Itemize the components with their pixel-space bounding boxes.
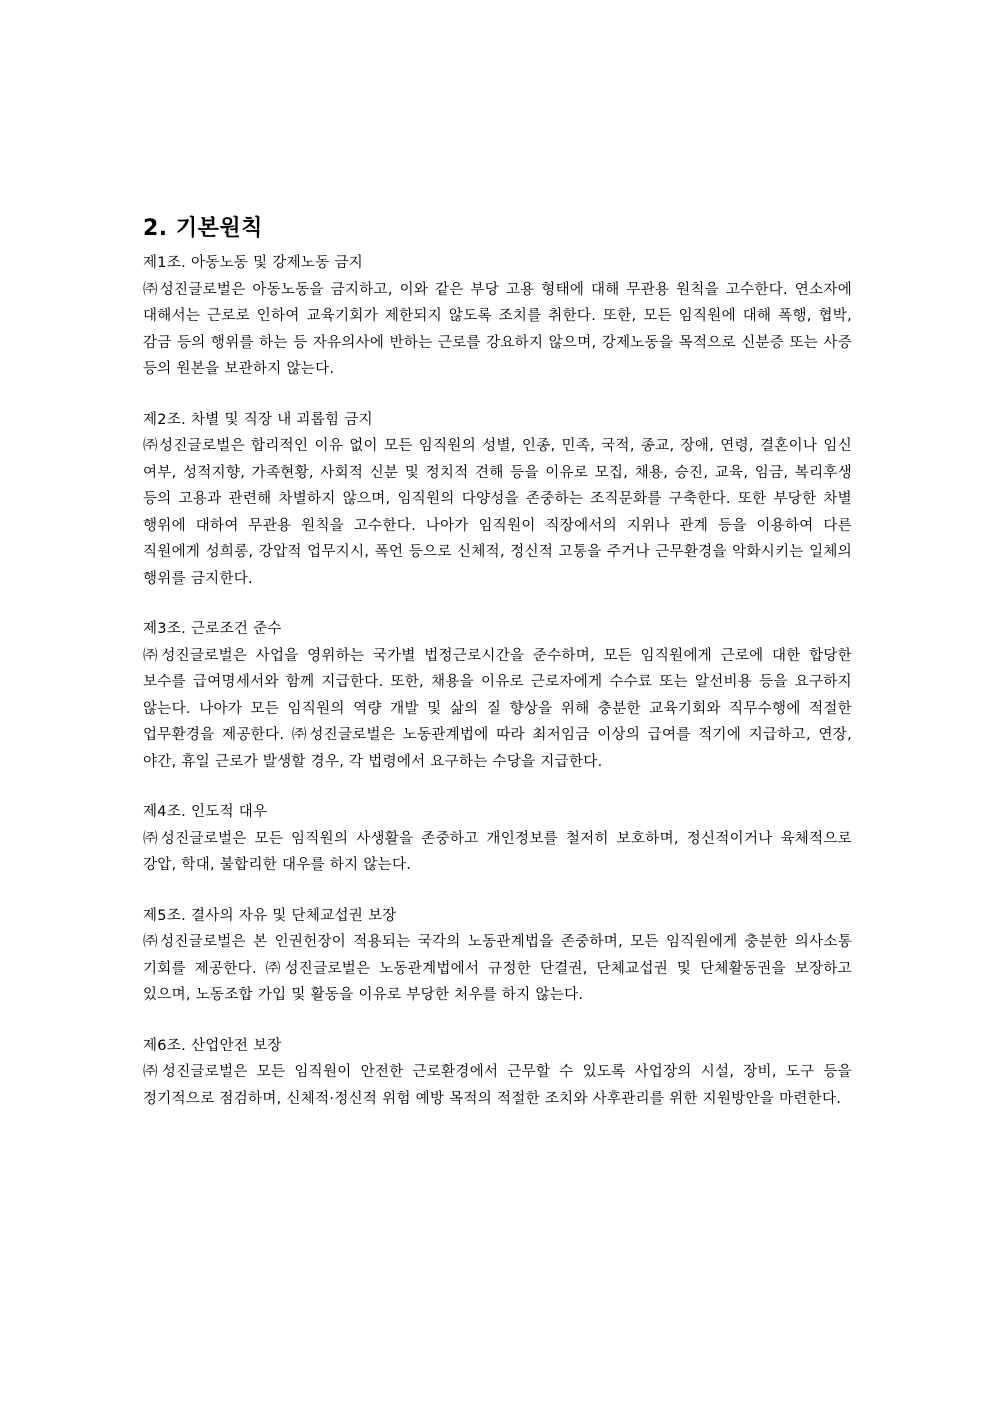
article-6	[143, 1033, 852, 1113]
document-page	[143, 212, 852, 1136]
article-heading: 제2조. 차별 및 직장 내 괴롭힘 금지	[143, 411, 373, 428]
article-2	[143, 407, 852, 593]
article-body: ㈜성진글로벌은 본 인권헌장이 적용되는 국각의 노동관계법을 존중하며, 모든 임직원에게 충분한 의사소통 기회를 제공한다. ㈜성진글로벌은 노동관계법에서 규정한 단결권, 단체교섭권 및 단체활동권을 보장하고 있으며, 노동조합 가입 및 활동을 이유로 부당한 처우를 하지 않는다.	[143, 934, 852, 1003]
article-body: ㈜성진글로벌은 사업을 영위하는 국가별 법정근로시간을 준수하며, 모든 임직원에게 근로에 대한 합당한 보수를 급여명세서와 함께 지급한다. 또한, 채용을 이유로 근로자에게 수수료 또는 알선비용 등을 요구하지 않는다. 나아가 모든 임직원의 역량 개발 및 삶의 질 향상을 위해 충분한 교육기회와 직무수행에 적절한 업무환경을 제공한다. ㈜성진글로벌은 노동관계법에 따라 최저임금 이상의 급여를 적기에 지급하고, 연장, 야간, 휴일 근로가 발생할 경우, 각 법령에서 요구하는 수당을 지급한다.	[143, 647, 852, 770]
article-1	[143, 250, 852, 383]
article-heading: 제1조. 아동노동 및 강제노동 금지	[143, 255, 364, 271]
article-body: ㈜성진글로벌은 합리적인 이유 없이 모든 임직원의 성별, 인종, 민족, 국적, 종교, 장애, 연령, 결혼이나 임신 여부, 성적지향, 가족현황, 사회적 신분 및 정치적 견해 등을 이유로 모집, 채용, 승진, 교육, 임금, 복리후생 등의 고용과 관련해 차별하지 않으며, 임직원의 다양성을 존중하는 조직문화를 구축한다. 또한 부당한 차별 행위에 대하여 무관용 원칙을 고수한다. 나아가 임직원이 직장에서의 지위나 관계 등을 이용하여 다른 직원에게 성희롱, 강압적 업무지시, 폭언 등으로 신체적, 정신적 고통을 주거나 근무환경을 악화시키는 일체의 행위를 금지한다.	[143, 438, 852, 587]
article-5	[143, 903, 852, 1009]
article-heading: 제3조. 근로조건 준수	[143, 621, 282, 637]
section-title: 2. 기본원칙	[143, 216, 263, 241]
article-body: ㈜성진글로벌은 모든 임직원이 안전한 근로환경에서 근무할 수 있도록 사업장의 시설, 장비, 도구 등을 정기적으로 점검하며, 신체적·정신적 위험 예방 목적의 적절한 조치와 사후관리를 위한 지원방안을 마련한다.	[143, 1064, 852, 1107]
article-3	[143, 616, 852, 775]
article-heading: 제6조. 산업안전 보장	[143, 1037, 282, 1054]
article-heading: 제4조. 인도적 대우	[143, 804, 268, 820]
article-body: ㈜성진글로벌은 모든 임직원의 사생활을 존중하고 개인정보를 철저히 보호하며, 정신적이거나 육체적으로 강압, 학대, 불합리한 대우를 하지 않는다.	[143, 830, 852, 873]
article-body: ㈜성진글로벌은 아동노동을 금지하고, 이와 같은 부당 고용 형태에 대해 무관용 원칙을 고수한다. 연소자에 대해서는 근로로 인하여 교육기회가 제한되지 않도록 조치를 취한다. 또한, 모든 임직원에 대해 폭행, 협박, 감금 등의 행위를 하는 등 자유의사에 반하는 근로를 강요하지 않으며, 강제노동을 목적으로 신분증 또는 사증 등의 원본을 보관하지 않는다.	[143, 281, 852, 377]
article-4	[143, 799, 852, 879]
article-heading: 제5조. 결사의 자유 및 단체교섭권 보장	[143, 907, 397, 924]
